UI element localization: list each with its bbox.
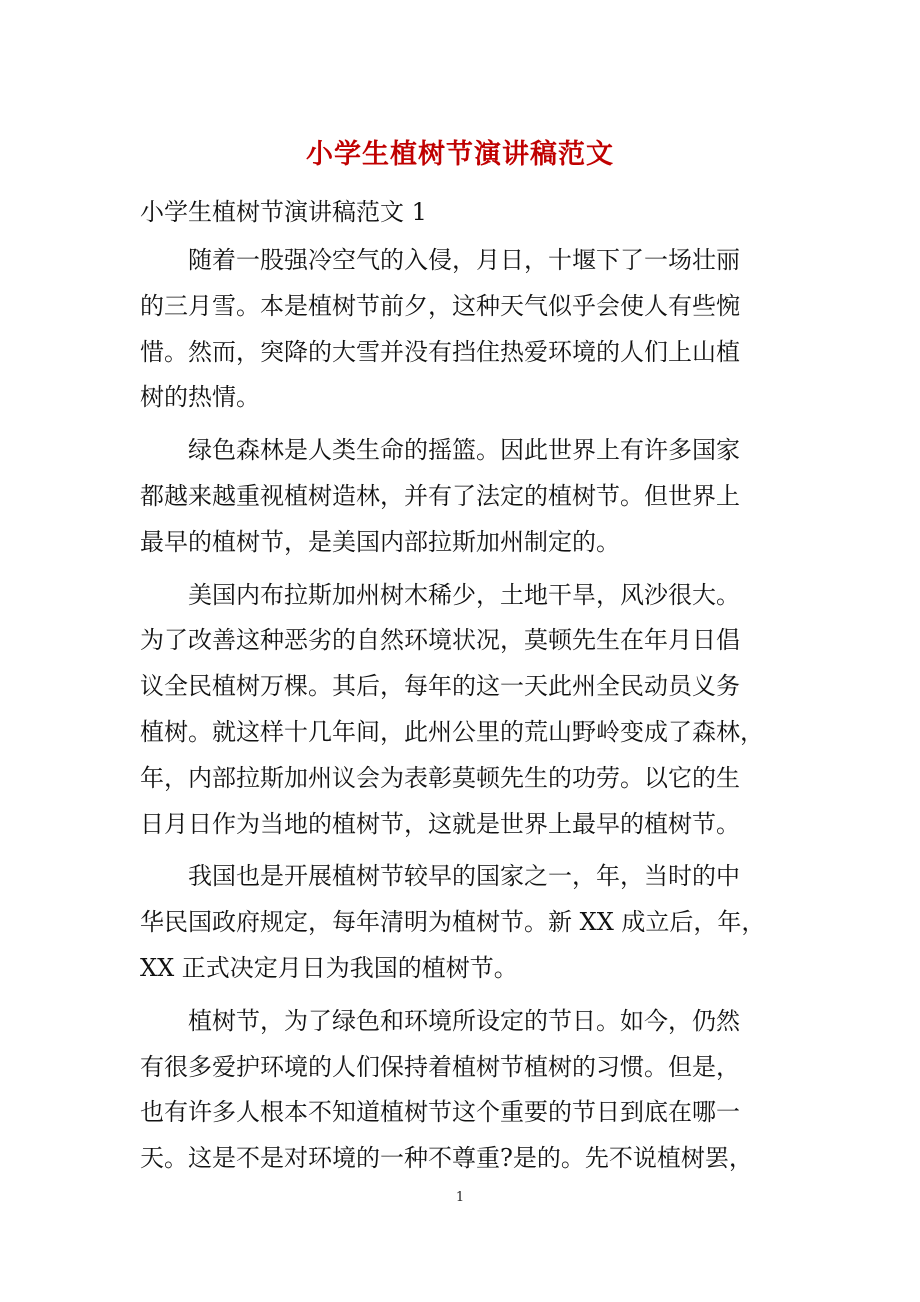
text-line: 惜。然而，突降的大雪并没有挡住热爱环境的人们上山植 — [140, 337, 740, 366]
text-line: 日月日作为当地的植树节，这就是世界上最早的植树节。 — [140, 809, 740, 838]
text-line: 随着一股强冷空气的入侵，月日，十堰下了一场壮丽 — [188, 246, 740, 274]
text-line: 植树节，为了绿色和环境所设定的节日。如今，仍然 — [188, 1006, 740, 1035]
text-line: 最早的植树节，是美国内部拉斯加州制定的。 — [140, 527, 620, 556]
document-title: 小学生植树节演讲稿范文 — [306, 139, 614, 170]
text-line: 美国内布拉斯加州树木稀少，土地干旱，风沙很大。 — [188, 580, 740, 609]
paragraph — [140, 573, 780, 848]
paragraph — [140, 238, 780, 421]
document-body — [140, 238, 780, 1189]
paragraph — [140, 854, 780, 991]
text-line: 有很多爱护环境的人们保持着植树节植树的习惯。但是， — [140, 1052, 740, 1081]
text-line: 树的热情。 — [140, 383, 260, 412]
text-line: XX 正式决定月日为我国的植树节。 — [140, 953, 518, 982]
page-number: 1 — [455, 1190, 465, 1205]
text-line: 都越来越重视植树造林，并有了法定的植树节。但世界上 — [140, 481, 740, 510]
text-line: 植树。就这样十几年间，此州公里的荒山野岭变成了森林， — [140, 717, 764, 746]
text-line: 议全民植树万棵。其后，每年的这一天此州全民动员义务 — [140, 672, 740, 701]
text-line: 年，内部拉斯加州议会为表彰莫顿先生的功劳。以它的生 — [140, 763, 740, 792]
text-line: 天。这是不是对环境的一种不尊重?是的。先不说植树罢， — [140, 1144, 753, 1173]
text-line: 绿色森林是人类生命的摇篮。因此世界上有许多国家 — [188, 436, 740, 465]
text-line: 的三月雪。本是植树节前夕，这种天气似乎会使人有些惋 — [140, 291, 740, 320]
text-line: 为了改善这种恶劣的自然环境状况，莫顿先生在年月日倡 — [140, 626, 740, 655]
text-line: 华民国政府规定，每年清明为植树节。新 XX 成立后，年， — [140, 908, 766, 937]
paragraph — [140, 999, 780, 1182]
text-line: 也有许多人根本不知道植树节这个重要的节日到底在哪一 — [140, 1098, 740, 1127]
paragraph — [140, 428, 780, 565]
text-line: 我国也是开展植树节较早的国家之一，年，当时的中 — [188, 862, 740, 891]
section-heading: 小学生植树节演讲稿范文 1 — [140, 198, 427, 226]
